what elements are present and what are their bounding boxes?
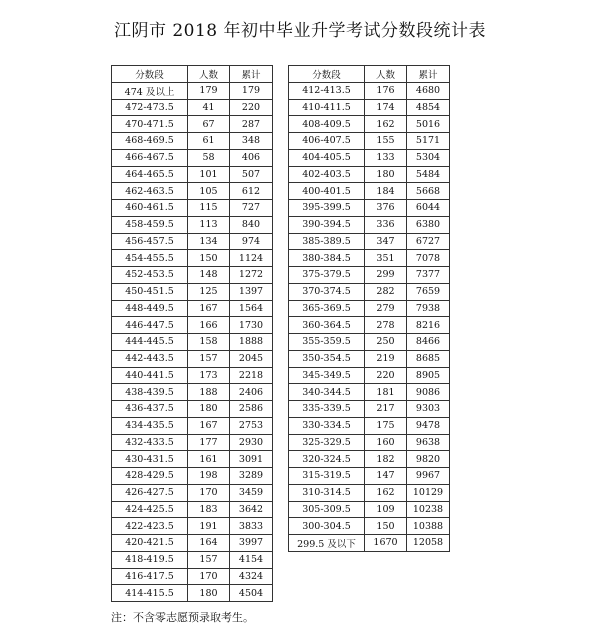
cell-score-range: 335-339.5: [289, 401, 365, 418]
cell-cumulative: 4504: [230, 585, 273, 602]
cell-score-range: 345-349.5: [289, 367, 365, 384]
cell-score-range: 470-471.5: [112, 116, 188, 133]
cell-score-range: 406-407.5: [289, 133, 365, 150]
table-row: [112, 518, 273, 535]
table-row: [289, 250, 450, 267]
cell-cumulative: 8905: [407, 367, 450, 384]
cell-cumulative: 2218: [230, 367, 273, 384]
table-row: [112, 133, 273, 150]
score-table-right: [288, 65, 450, 552]
cell-count: 175: [365, 417, 407, 434]
cell-score-range: 452-453.5: [112, 267, 188, 284]
table-row: [112, 401, 273, 418]
table-row: [112, 250, 273, 267]
table-row: [112, 484, 273, 501]
cell-score-range: 400-401.5: [289, 183, 365, 200]
table-row: [289, 317, 450, 334]
cell-score-range: 385-389.5: [289, 233, 365, 250]
cell-cumulative: 4680: [407, 82, 450, 99]
cell-count: 219: [365, 350, 407, 367]
cell-count: 113: [188, 216, 230, 233]
cell-cumulative: 12058: [407, 535, 450, 552]
table-row: [112, 501, 273, 518]
cell-cumulative: 1397: [230, 283, 273, 300]
table-row: [112, 99, 273, 116]
cell-score-range: 462-463.5: [112, 183, 188, 200]
cell-cumulative: 5304: [407, 149, 450, 166]
cell-count: 220: [365, 367, 407, 384]
cell-cumulative: 3091: [230, 451, 273, 468]
table-row: [112, 216, 273, 233]
cell-count: 173: [188, 367, 230, 384]
cell-score-range: 395-399.5: [289, 200, 365, 217]
cell-count: 177: [188, 434, 230, 451]
page-title: 江阴市 2018 年初中毕业升学考试分数段统计表: [113, 21, 487, 41]
cell-score-range: 420-421.5: [112, 535, 188, 552]
cell-cumulative: 9478: [407, 417, 450, 434]
cell-score-range: 464-465.5: [112, 166, 188, 183]
cell-score-range: 390-394.5: [289, 216, 365, 233]
cell-count: 1670: [365, 535, 407, 552]
table-row: [289, 468, 450, 485]
cell-score-range: 355-359.5: [289, 334, 365, 351]
cell-cumulative: 9638: [407, 434, 450, 451]
cell-count: 181: [365, 384, 407, 401]
cell-count: 67: [188, 116, 230, 133]
cell-cumulative: 10129: [407, 484, 450, 501]
cell-score-range: 299.5 及以下: [289, 535, 365, 552]
cell-count: 180: [188, 401, 230, 418]
table-row: [112, 568, 273, 585]
table-row: [289, 518, 450, 535]
cell-count: 162: [365, 484, 407, 501]
cell-score-range: 440-441.5: [112, 367, 188, 384]
table-row: [112, 183, 273, 200]
cell-cumulative: 9303: [407, 401, 450, 418]
table-row: [289, 200, 450, 217]
cell-count: 170: [188, 484, 230, 501]
cell-score-range: 315-319.5: [289, 468, 365, 485]
table-row: [289, 216, 450, 233]
cell-score-range: 430-431.5: [112, 451, 188, 468]
table-row: [112, 267, 273, 284]
table-row: [112, 468, 273, 485]
cell-score-range: 375-379.5: [289, 267, 365, 284]
cell-cumulative: 6380: [407, 216, 450, 233]
cell-cumulative: 7078: [407, 250, 450, 267]
table-row: [289, 82, 450, 99]
cell-count: 180: [188, 585, 230, 602]
cell-count: 109: [365, 501, 407, 518]
cell-cumulative: 3833: [230, 518, 273, 535]
cell-cumulative: 1730: [230, 317, 273, 334]
table-row: [289, 116, 450, 133]
cell-cumulative: 10238: [407, 501, 450, 518]
cell-cumulative: 6727: [407, 233, 450, 250]
cell-count: 347: [365, 233, 407, 250]
table-row: [112, 350, 273, 367]
cell-count: 217: [365, 401, 407, 418]
cell-count: 282: [365, 283, 407, 300]
cell-count: 148: [188, 267, 230, 284]
cell-score-range: 340-344.5: [289, 384, 365, 401]
table-row: [112, 166, 273, 183]
header-cumulative: 累计: [230, 66, 273, 83]
table-row: [289, 233, 450, 250]
cell-count: 157: [188, 350, 230, 367]
cell-count: 157: [188, 551, 230, 568]
cell-cumulative: 3997: [230, 535, 273, 552]
cell-cumulative: 5668: [407, 183, 450, 200]
table-row: [112, 283, 273, 300]
cell-score-range: 456-457.5: [112, 233, 188, 250]
cell-score-range: 474 及以上: [112, 82, 188, 99]
cell-score-range: 404-405.5: [289, 149, 365, 166]
table-row: [112, 551, 273, 568]
table-row: [112, 233, 273, 250]
table-row: [289, 434, 450, 451]
cell-count: 147: [365, 468, 407, 485]
cell-cumulative: 348: [230, 133, 273, 150]
cell-count: 162: [365, 116, 407, 133]
cell-count: 134: [188, 233, 230, 250]
table-row: [289, 484, 450, 501]
cell-cumulative: 179: [230, 82, 273, 99]
table-row: [289, 300, 450, 317]
cell-score-range: 320-324.5: [289, 451, 365, 468]
cell-score-range: 436-437.5: [112, 401, 188, 418]
cell-count: 158: [188, 334, 230, 351]
table-row: [112, 116, 273, 133]
table-row: [112, 300, 273, 317]
header-score-range: 分数段: [112, 66, 188, 83]
table-row: [289, 401, 450, 418]
cell-score-range: 416-417.5: [112, 568, 188, 585]
cell-score-range: 466-467.5: [112, 149, 188, 166]
table-row: [112, 334, 273, 351]
table-row: [112, 82, 273, 99]
table-row: [289, 384, 450, 401]
cell-score-range: 448-449.5: [112, 300, 188, 317]
table-row: [112, 367, 273, 384]
cell-count: 166: [188, 317, 230, 334]
table-row: [112, 417, 273, 434]
cell-cumulative: 6044: [407, 200, 450, 217]
cell-score-range: 330-334.5: [289, 417, 365, 434]
cell-score-range: 325-329.5: [289, 434, 365, 451]
table-row: [289, 183, 450, 200]
cell-score-range: 428-429.5: [112, 468, 188, 485]
cell-cumulative: 2045: [230, 350, 273, 367]
cell-score-range: 460-461.5: [112, 200, 188, 217]
cell-cumulative: 7377: [407, 267, 450, 284]
cell-cumulative: 2930: [230, 434, 273, 451]
cell-score-range: 454-455.5: [112, 250, 188, 267]
cell-count: 150: [365, 518, 407, 535]
cell-cumulative: 4854: [407, 99, 450, 116]
cell-count: 167: [188, 417, 230, 434]
cell-count: 188: [188, 384, 230, 401]
cell-score-range: 408-409.5: [289, 116, 365, 133]
cell-count: 191: [188, 518, 230, 535]
header-cumulative: 累计: [407, 66, 450, 83]
table-row: [289, 99, 450, 116]
cell-score-range: 426-427.5: [112, 484, 188, 501]
cell-score-range: 434-435.5: [112, 417, 188, 434]
cell-cumulative: 8216: [407, 317, 450, 334]
table-row: [289, 350, 450, 367]
table-row: [289, 367, 450, 384]
cell-score-range: 360-364.5: [289, 317, 365, 334]
cell-score-range: 365-369.5: [289, 300, 365, 317]
cell-score-range: 472-473.5: [112, 99, 188, 116]
cell-cumulative: 220: [230, 99, 273, 116]
table-row: [289, 149, 450, 166]
table-row: [112, 200, 273, 217]
cell-count: 279: [365, 300, 407, 317]
cell-count: 174: [365, 99, 407, 116]
table-row: [289, 267, 450, 284]
cell-count: 115: [188, 200, 230, 217]
table-row: [289, 283, 450, 300]
cell-count: 170: [188, 568, 230, 585]
table-row: [112, 451, 273, 468]
cell-cumulative: 1564: [230, 300, 273, 317]
cell-score-range: 410-411.5: [289, 99, 365, 116]
cell-score-range: 444-445.5: [112, 334, 188, 351]
cell-count: 58: [188, 149, 230, 166]
header-count: 人数: [188, 66, 230, 83]
cell-cumulative: 3289: [230, 468, 273, 485]
footnote: 注：不含零志愿预录取考生。: [111, 611, 254, 624]
table-row: [112, 317, 273, 334]
cell-score-range: 414-415.5: [112, 585, 188, 602]
table-row: [289, 133, 450, 150]
cell-count: 101: [188, 166, 230, 183]
cell-count: 105: [188, 183, 230, 200]
cell-score-range: 370-374.5: [289, 283, 365, 300]
cell-cumulative: 2406: [230, 384, 273, 401]
score-table-left: [111, 65, 273, 602]
cell-cumulative: 727: [230, 200, 273, 217]
cell-count: 176: [365, 82, 407, 99]
cell-cumulative: 10388: [407, 518, 450, 535]
table-row: [289, 334, 450, 351]
cell-cumulative: 3459: [230, 484, 273, 501]
table-row: [289, 535, 450, 552]
cell-score-range: 468-469.5: [112, 133, 188, 150]
table-row: [112, 149, 273, 166]
cell-score-range: 446-447.5: [112, 317, 188, 334]
cell-count: 198: [188, 468, 230, 485]
cell-count: 351: [365, 250, 407, 267]
cell-cumulative: 9820: [407, 451, 450, 468]
cell-cumulative: 9967: [407, 468, 450, 485]
table-row: [112, 434, 273, 451]
cell-count: 125: [188, 283, 230, 300]
cell-cumulative: 612: [230, 183, 273, 200]
cell-score-range: 438-439.5: [112, 384, 188, 401]
cell-cumulative: 2753: [230, 417, 273, 434]
cell-cumulative: 8685: [407, 350, 450, 367]
cell-cumulative: 507: [230, 166, 273, 183]
table-row: [112, 384, 273, 401]
cell-score-range: 442-443.5: [112, 350, 188, 367]
table-row: [112, 535, 273, 552]
cell-count: 336: [365, 216, 407, 233]
cell-count: 61: [188, 133, 230, 150]
cell-count: 180: [365, 166, 407, 183]
cell-count: 133: [365, 149, 407, 166]
cell-cumulative: 406: [230, 149, 273, 166]
cell-score-range: 412-413.5: [289, 82, 365, 99]
table-row: [112, 585, 273, 602]
cell-count: 184: [365, 183, 407, 200]
cell-cumulative: 5016: [407, 116, 450, 133]
cell-score-range: 380-384.5: [289, 250, 365, 267]
cell-count: 160: [365, 434, 407, 451]
cell-cumulative: 7938: [407, 300, 450, 317]
cell-score-range: 422-423.5: [112, 518, 188, 535]
cell-count: 167: [188, 300, 230, 317]
cell-score-range: 418-419.5: [112, 551, 188, 568]
cell-cumulative: 4324: [230, 568, 273, 585]
cell-count: 250: [365, 334, 407, 351]
cell-cumulative: 9086: [407, 384, 450, 401]
table-row: [289, 451, 450, 468]
cell-cumulative: 840: [230, 216, 273, 233]
cell-cumulative: 4154: [230, 551, 273, 568]
cell-score-range: 450-451.5: [112, 283, 188, 300]
cell-count: 182: [365, 451, 407, 468]
table-header-row: [112, 66, 273, 83]
cell-cumulative: 8466: [407, 334, 450, 351]
cell-score-range: 458-459.5: [112, 216, 188, 233]
cell-score-range: 300-304.5: [289, 518, 365, 535]
cell-cumulative: 3642: [230, 501, 273, 518]
cell-cumulative: 1272: [230, 267, 273, 284]
cell-count: 41: [188, 99, 230, 116]
cell-count: 183: [188, 501, 230, 518]
cell-count: 278: [365, 317, 407, 334]
table-row: [289, 501, 450, 518]
cell-count: 376: [365, 200, 407, 217]
table-row: [289, 166, 450, 183]
cell-cumulative: 1888: [230, 334, 273, 351]
cell-score-range: 432-433.5: [112, 434, 188, 451]
cell-score-range: 424-425.5: [112, 501, 188, 518]
header-score-range: 分数段: [289, 66, 365, 83]
cell-cumulative: 2586: [230, 401, 273, 418]
cell-count: 150: [188, 250, 230, 267]
cell-score-range: 350-354.5: [289, 350, 365, 367]
cell-cumulative: 5171: [407, 133, 450, 150]
cell-cumulative: 1124: [230, 250, 273, 267]
table-row: [289, 417, 450, 434]
cell-score-range: 305-309.5: [289, 501, 365, 518]
cell-count: 164: [188, 535, 230, 552]
cell-score-range: 310-314.5: [289, 484, 365, 501]
cell-cumulative: 7659: [407, 283, 450, 300]
cell-count: 179: [188, 82, 230, 99]
cell-cumulative: 974: [230, 233, 273, 250]
cell-cumulative: 287: [230, 116, 273, 133]
cell-count: 155: [365, 133, 407, 150]
header-count: 人数: [365, 66, 407, 83]
cell-count: 299: [365, 267, 407, 284]
cell-cumulative: 5484: [407, 166, 450, 183]
table-header-row: [289, 66, 450, 83]
cell-score-range: 402-403.5: [289, 166, 365, 183]
cell-count: 161: [188, 451, 230, 468]
